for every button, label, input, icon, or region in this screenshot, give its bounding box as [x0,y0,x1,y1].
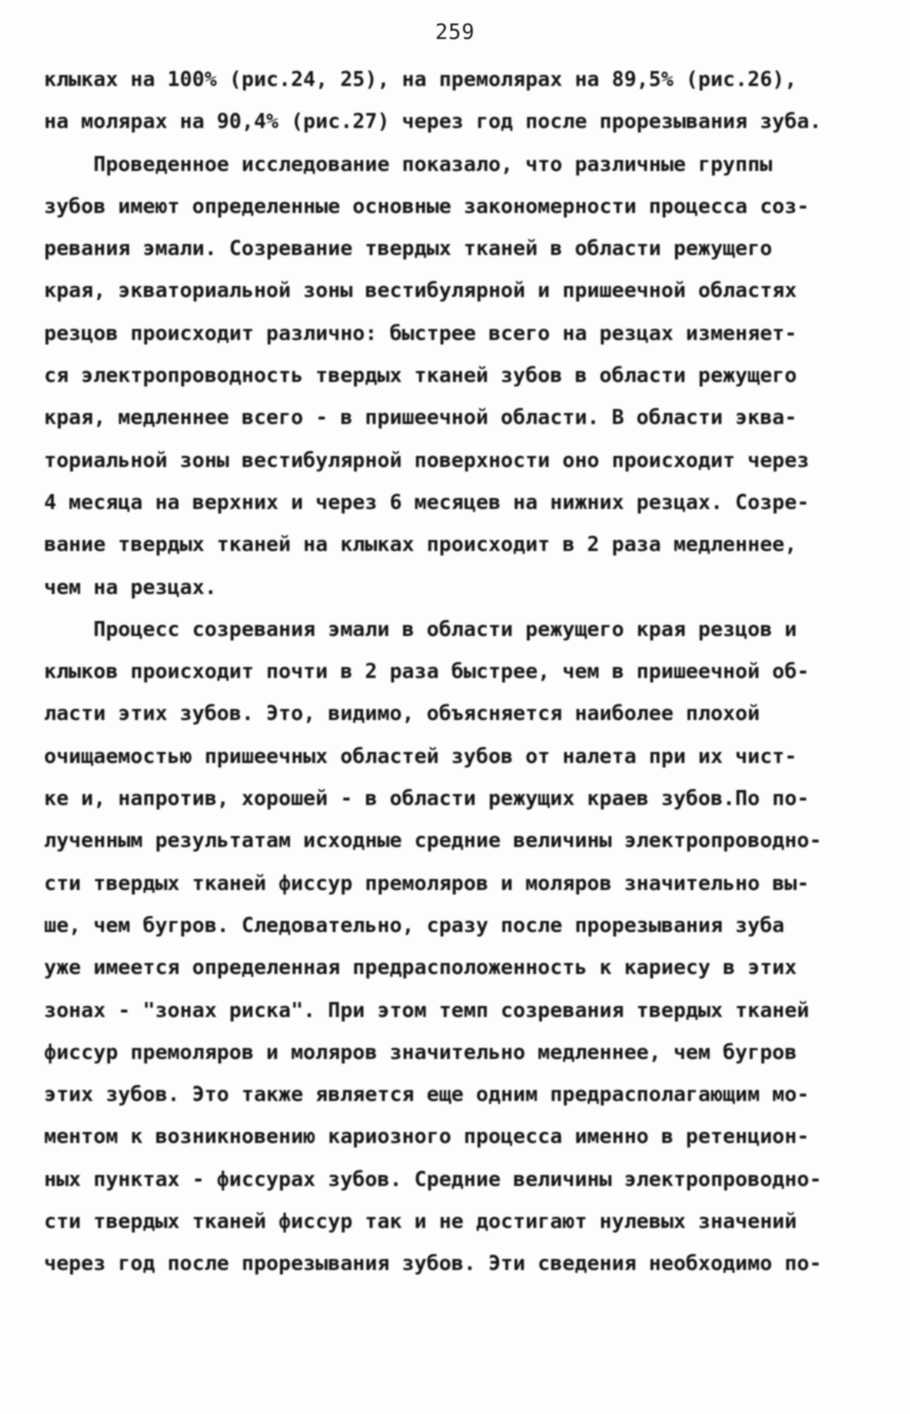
text-line: края, медленнее всего - в пришеечной области. В области эква- [44,405,797,430]
text-line: ся электропроводность твердых тканей зубов в области режущего [44,363,797,388]
text-line: лученным результатам исходные средние величины электропроводно- [44,828,822,853]
text-line: ше, чем бугров. Следовательно, сразу после прорезывания зуба [44,912,785,937]
body-text [44,58,874,1285]
text-line: ревания эмали. Созревание твердых тканей в области режущего [44,236,773,261]
text-line: ласти этих зубов. Это, видимо, объясняется наиболее плохой [44,701,760,726]
text-line: зонах - "зонах риска". При этом темп созревания твердых тканей [44,997,810,1022]
text-line: 4 месяца на верхних и через 6 месяцев на нижних резцах. Созре- [44,489,810,514]
text-line: Процесс созревания эмали в области режущего края резцов и [44,616,797,641]
text-line: фиссур премоляров и моляров значительно медленнее, чем бугров [44,1039,797,1064]
text-line: ментом к возникновению кариозного процесса именно в ретенцион- [44,1124,810,1149]
text-line: ных пунктах - фиссурах зубов. Средние величины электропроводно- [44,1166,822,1191]
text-line: через год после прорезывания зубов. Эти сведения необходимо по- [44,1251,822,1276]
text-line: вание твердых тканей на клыках происходит в 2 раза медленнее, [44,532,797,557]
text-line: резцов происходит различно: быстрее всего на резцах изменяет- [44,320,797,345]
text-line: края, экваториальной зоны вестибулярной и пришеечной областях [44,278,797,303]
text-line: ториальной зоны вестибулярной поверхности оно происходит через [44,447,810,472]
text-line: сти твердых тканей фиссур так и не достигают нулевых значений [44,1209,797,1234]
text-line: клыках на 100% (рис.24, 25), на премолярах на 89,5% (рис.26), [44,67,797,91]
text-line: сти твердых тканей фиссур премоляров и моляров значительно вы- [44,870,810,895]
text-line: на молярах на 90,4% (рис.27) через год после прорезывания зуба. [44,109,822,134]
text-line: этих зубов. Это также является еще одним предрасполагающим мо- [44,1082,810,1107]
text-line: чем на резцах. [44,574,217,599]
text-line: клыков происходит почти в 2 раза быстрее, чем в пришеечной об- [44,659,810,684]
text-line: очищаемостью пришеечных областей зубов от налета при их чист- [44,743,797,768]
text-line: Проведенное исследование показало, что различные группы [44,151,773,176]
text-line: зубов имеют определенные основные закономерности процесса соз- [44,193,810,218]
text-line: уже имеется определенная предрасположенность к кариесу в этих [44,955,797,980]
text-line: ке и, напротив, хорошей - в области режущих краев зубов.По по- [44,786,810,811]
page-number: 259 [435,20,475,44]
